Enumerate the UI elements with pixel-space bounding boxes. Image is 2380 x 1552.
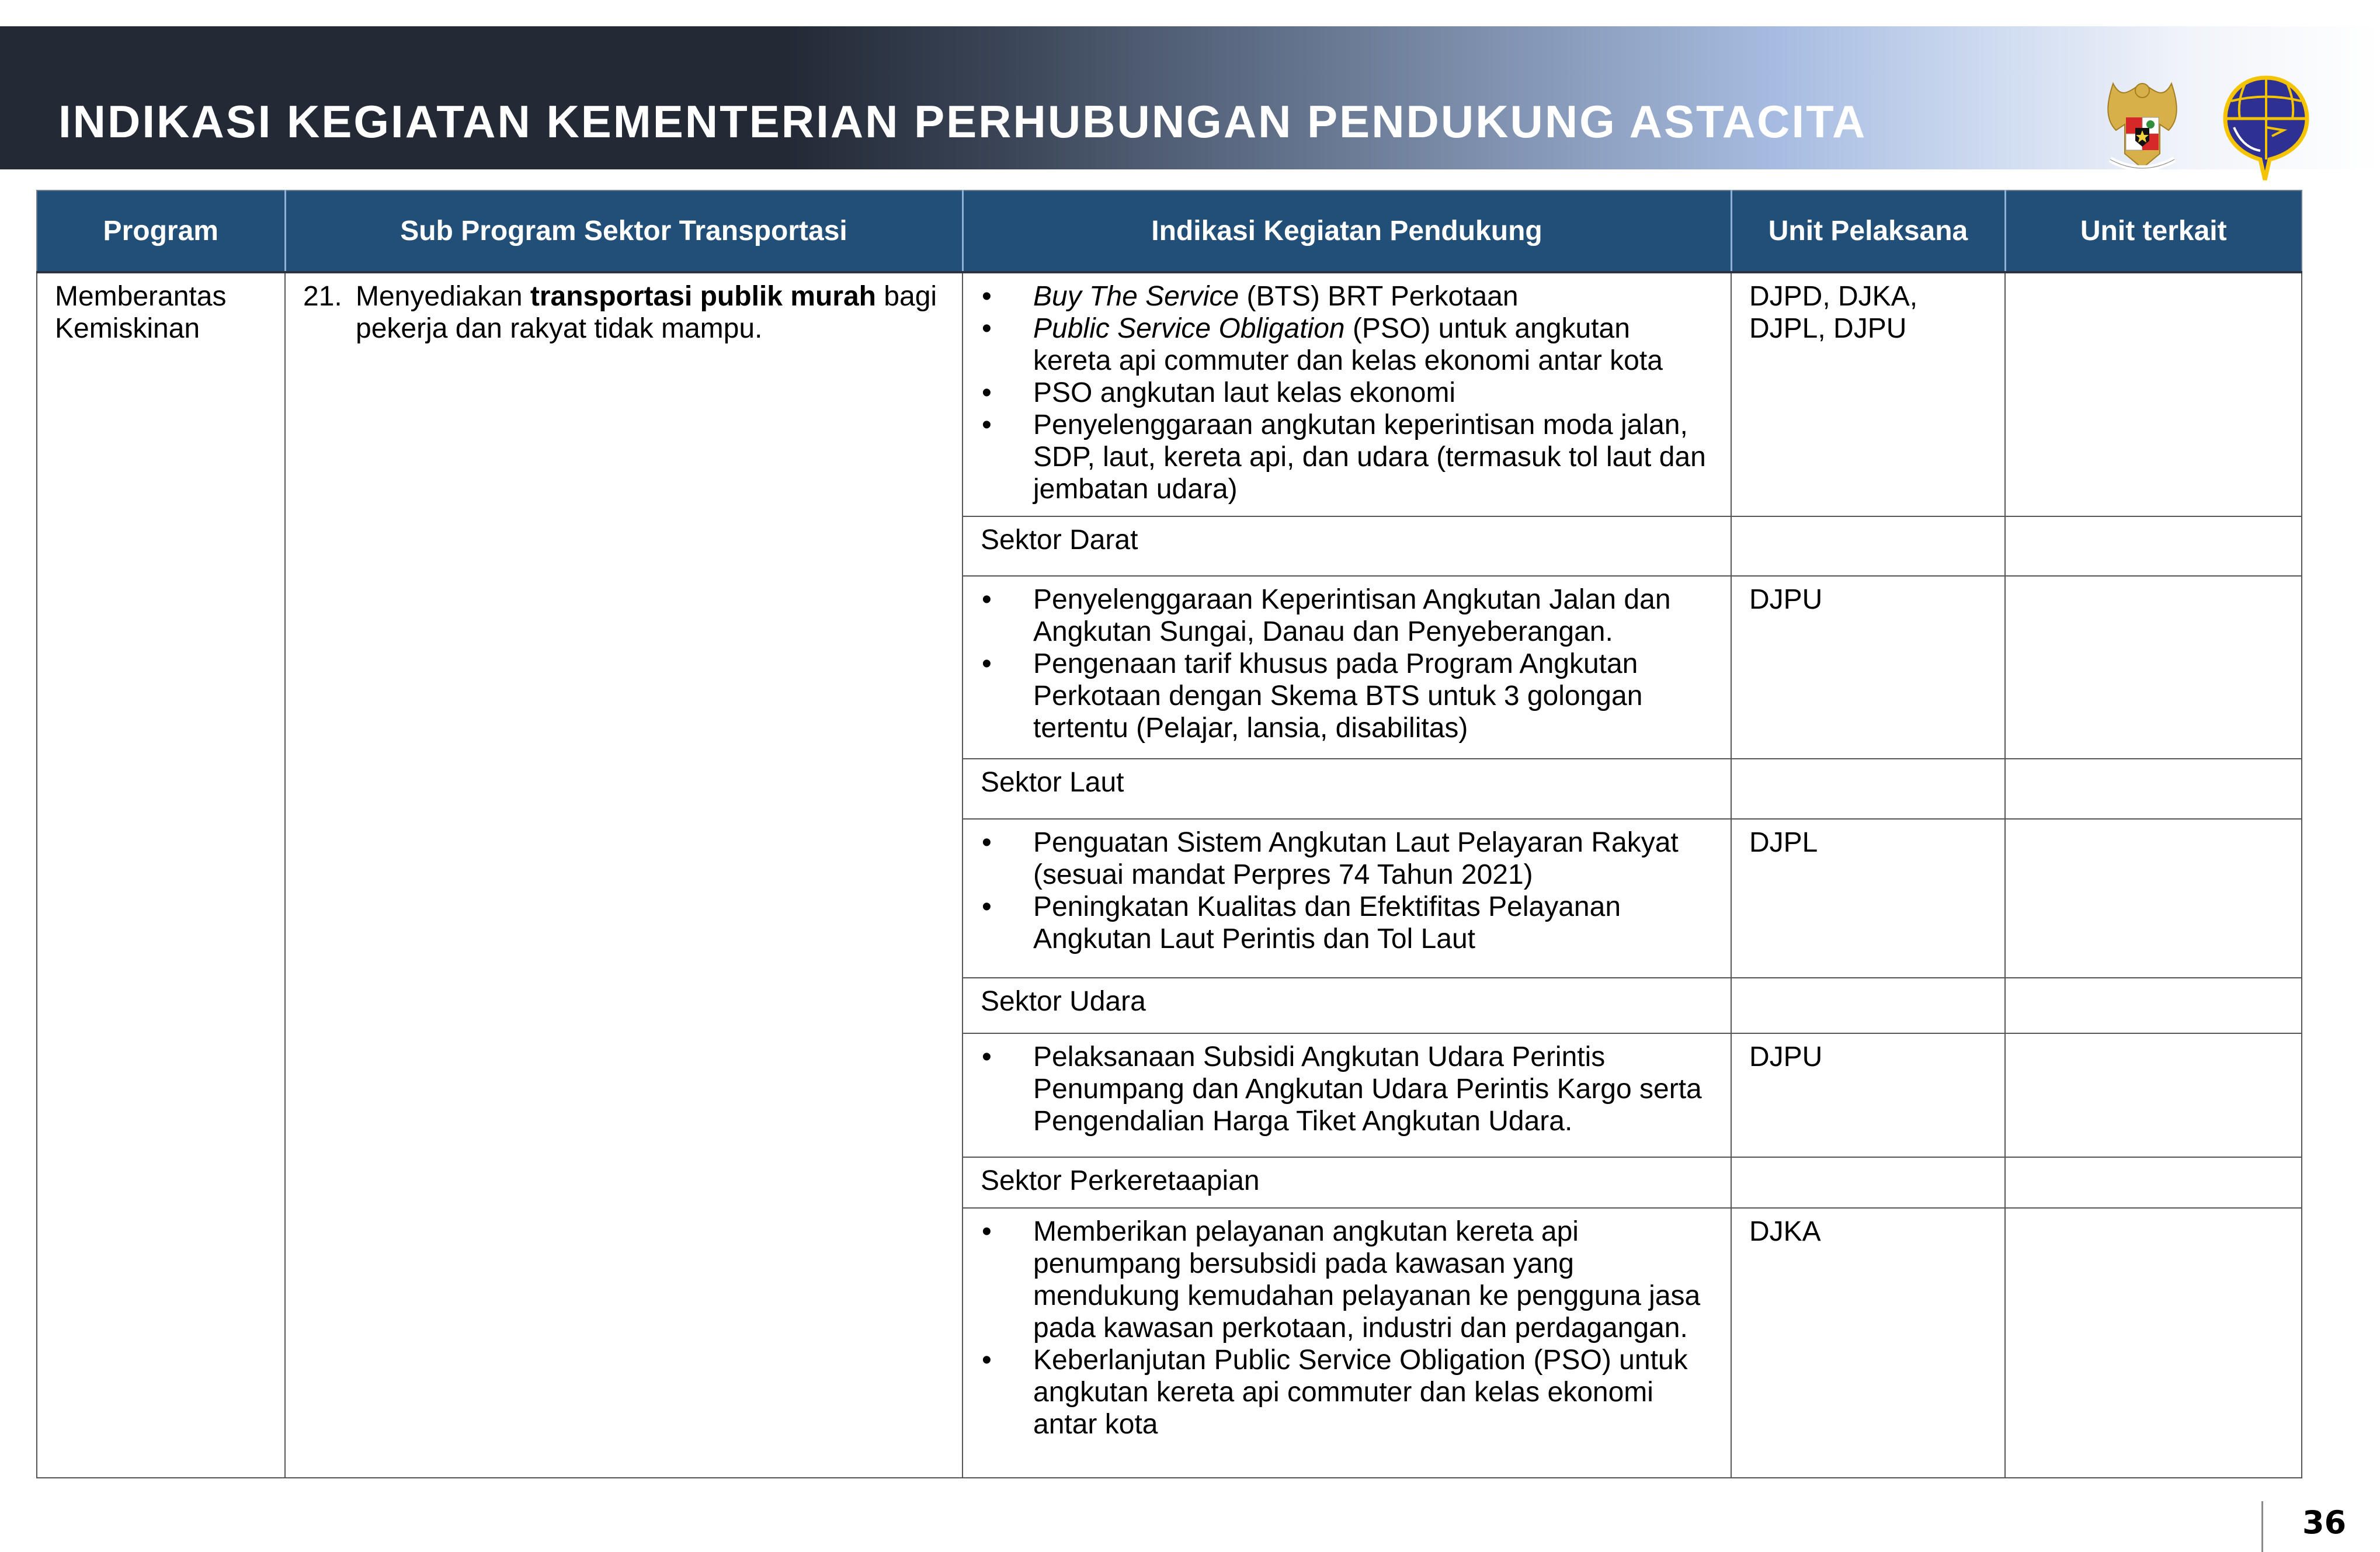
unit-pelaksana-cell [1731, 759, 2005, 819]
unit-terkait-cell [2005, 576, 2302, 759]
column-header-sub-program: Sub Program Sektor Transportasi [285, 190, 963, 272]
unit-terkait-cell [2005, 272, 2302, 516]
sub-program-text-plain: Menyediakan [356, 281, 530, 312]
title-bar [0, 26, 2380, 169]
list-item: • Penyelenggaraan Keperintisan Angkutan Jalan dan Angkutan Sungai, Danau dan Penyeberangan. [981, 584, 1713, 648]
table-row [37, 272, 2302, 516]
unit-pelaksana-cell: DJKA [1731, 1208, 2005, 1478]
list-item [981, 280, 1713, 313]
sub-program-item [303, 280, 944, 345]
column-header-unit-pelaksana: Unit Pelaksana [1731, 190, 2005, 272]
sub-program-text-plain: bagi pekerja dan rakyat tidak mampu. [356, 281, 937, 344]
unit-terkait-cell [2005, 1033, 2302, 1157]
activity-cell [963, 576, 1731, 759]
list-item [981, 377, 1713, 409]
list-item: • Pelaksanaan Subsidi Angkutan Udara Perintis Penumpang dan Angkutan Udara Perintis Kargo serta Pengendalian Harga Tiket Angkutan Udara. [981, 1041, 1713, 1137]
activity-cell [963, 1033, 1731, 1157]
activity-text: PSO angkutan laut kelas ekonomi [1033, 377, 1456, 408]
unit-pelaksana-cell: DJPL [1731, 819, 2005, 978]
kemenhub-logo-icon [2219, 72, 2313, 183]
unit-pelaksana-cell [1731, 516, 2005, 576]
unit-pelaksana-cell: DJPU [1731, 576, 2005, 759]
list-item: • Keberlanjutan Public Service Obligation (PSO) untuk angkutan kereta api commuter dan kelas ekonomi antar kota [981, 1344, 1713, 1440]
list-item: • Pengenaan tarif khusus pada Program Angkutan Perkotaan dengan Skema BTS untuk 3 golongan tertentu (Pelajar, lansia, disabilitas) [981, 648, 1713, 744]
unit-terkait-cell [2005, 978, 2302, 1033]
sector-label: Sektor Udara [963, 978, 1731, 1033]
activity-cell [963, 272, 1731, 516]
unit-terkait-cell [2005, 819, 2302, 978]
activity-italic-text: Buy The Service [1033, 281, 1239, 312]
page-number-divider [2261, 1501, 2263, 1552]
sector-label: Sektor Darat [963, 516, 1731, 576]
activity-cell [963, 819, 1731, 978]
sub-program-cell [285, 272, 963, 1478]
column-header-program: Program [37, 190, 285, 272]
activity-list [981, 1216, 1713, 1440]
unit-terkait-cell [2005, 759, 2302, 819]
list-item: • Penguatan Sistem Angkutan Laut Pelayaran Rakyat (sesuai mandat Perpres 74 Tahun 2021) [981, 827, 1713, 891]
activities-table [36, 190, 2302, 1478]
column-header-indikasi-kegiatan: Indikasi Kegiatan Pendukung [963, 190, 1731, 272]
unit-pelaksana-cell: DJPD, DJKA, DJPL, DJPU [1731, 272, 2005, 516]
activity-text: (PSO) untuk angkutan kereta api commuter dan kelas ekonomi antar kota [1033, 313, 1663, 376]
program-line: Memberantas [55, 281, 227, 312]
activity-cell [963, 1208, 1731, 1478]
activity-italic-text: Public Service Obligation [1033, 313, 1345, 344]
program-line: Kemiskinan [55, 313, 200, 344]
sector-label: Sektor Perkeretaapian [963, 1157, 1731, 1208]
column-header-unit-terkait: Unit terkait [2005, 190, 2302, 272]
unit-pelaksana-cell: DJPU [1731, 1033, 2005, 1157]
activity-list [981, 827, 1713, 955]
activity-list [981, 1041, 1713, 1137]
garuda-pancasila-emblem-icon [2090, 66, 2195, 183]
program-cell [37, 272, 285, 1478]
unit-pelaksana-cell [1731, 978, 2005, 1033]
page-number: 36 [2302, 1504, 2347, 1541]
unit-pelaksana-cell [1731, 1157, 2005, 1208]
unit-terkait-cell [2005, 1208, 2302, 1478]
table-header-row [37, 190, 2302, 272]
unit-terkait-cell [2005, 516, 2302, 576]
list-item: • Peningkatan Kualitas dan Efektifitas Pelayanan Angkutan Laut Perintis dan Tol Laut [981, 891, 1713, 955]
list-item: • Memberikan pelayanan angkutan kereta api penumpang bersubsidi pada kawasan yang mendukung kemudahan pelayanan ke pengguna jasa pada kawasan perkotaan, industri dan perdagangan. [981, 1216, 1713, 1344]
sector-label: Sektor Laut [963, 759, 1731, 819]
activity-list [981, 280, 1713, 505]
sub-program-text [356, 280, 944, 345]
activity-text: Penyelenggaraan angkutan keperintisan moda jalan, SDP, laut, kereta api, dan udara (termasuk tol laut dan jembatan udara) [1033, 409, 1706, 505]
list-item [981, 409, 1713, 505]
activity-text: (BTS) BRT Perkotaan [1239, 281, 1519, 312]
list-item [981, 313, 1713, 377]
sub-program-number: 21. [303, 281, 342, 312]
activity-list [981, 584, 1713, 744]
sub-program-text-bold: transportasi publik murah [530, 281, 876, 312]
page-title: INDIKASI KEGIATAN KEMENTERIAN PERHUBUNGAN PENDUKUNG ASTACITA [58, 96, 1867, 147]
unit-terkait-cell [2005, 1157, 2302, 1208]
